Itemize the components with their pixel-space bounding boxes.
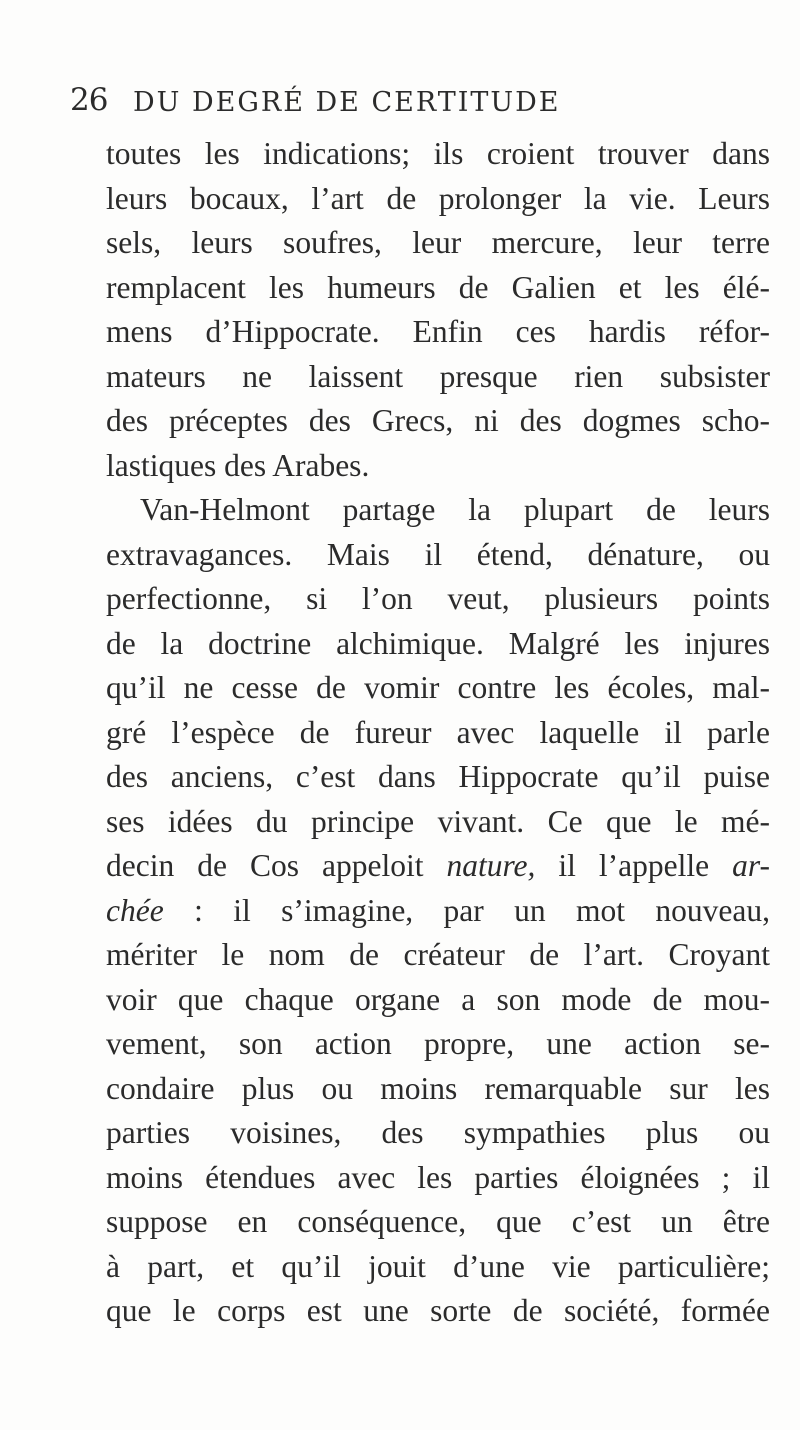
text-line: lastiques des Arabes.: [106, 447, 370, 483]
text-line: parties voisines, des sympathies plus ou: [106, 1115, 770, 1150]
running-title: DU DEGRÉ DE CERTITUDE: [133, 87, 561, 118]
text-line: des anciens, c’est dans Hippocrate qu’il puise: [106, 759, 770, 794]
text-line: sels, leurs soufres, leur mercure, leur terre: [106, 225, 770, 260]
text-line: moins étendues avec les parties éloignées ; il: [106, 1159, 770, 1195]
text-line: qu’il ne cesse de vomir contre les écoles, mal-: [106, 670, 770, 705]
text-segment: : il s’imagine, par un mot nouveau,: [163, 892, 770, 928]
text-line: mateurs ne laissent presque rien subsister: [106, 358, 770, 394]
text-segment: decin de Cos appeloit: [106, 848, 447, 883]
text-line: de la doctrine alchimique. Malgré les injures: [106, 625, 770, 661]
text-line: mériter le nom de créateur de l’art. Croyant: [106, 937, 770, 972]
italic-term-archee-start: ar-: [732, 848, 770, 883]
text-line: extravagances. Mais il étend, dénature, ou: [106, 536, 770, 572]
text-line: voir que chaque organe a son mode de mou-: [106, 981, 770, 1017]
text-line: perfectionne, si l’on veut, plusieurs points: [106, 581, 770, 616]
text-line: que le corps est une sorte de société, formée: [106, 1293, 770, 1328]
text-line: gré l’espèce de fureur avec laquelle il parle: [106, 714, 770, 750]
text-line: vement, son action propre, une action se-: [106, 1026, 770, 1061]
text-line: Van-Helmont partage la plupart de leurs: [140, 492, 770, 527]
text-line: toutes les indications; ils croient trouver dans: [106, 136, 770, 171]
text-line-with-italics: [106, 844, 770, 889]
text-line: condaire plus ou moins remarquable sur les: [106, 1070, 770, 1106]
text-line: mens d’Hippocrate. Enfin ces hardis réfor-: [106, 314, 770, 349]
text-line: leurs bocaux, l’art de prolonger la vie. Leurs: [106, 180, 770, 216]
italic-term-nature: nature,: [446, 848, 536, 883]
text-line: suppose en conséquence, que c’est un être: [106, 1204, 770, 1239]
body-text: [106, 132, 770, 1334]
page-number: 26: [70, 82, 108, 118]
text-line: à part, et qu’il jouit d’une vie particulière;: [106, 1248, 770, 1284]
text-line: des préceptes des Grecs, ni des dogmes scho-: [106, 403, 770, 438]
italic-term-archee-end: chée: [106, 892, 164, 928]
page-header: [70, 82, 770, 126]
text-line-with-italics: [106, 889, 770, 934]
text-line: ses idées du principe vivant. Ce que le mé-: [106, 803, 770, 839]
text-line: remplacent les humeurs de Galien et les élé-: [106, 269, 770, 305]
text-segment: il l’appelle: [535, 848, 733, 883]
